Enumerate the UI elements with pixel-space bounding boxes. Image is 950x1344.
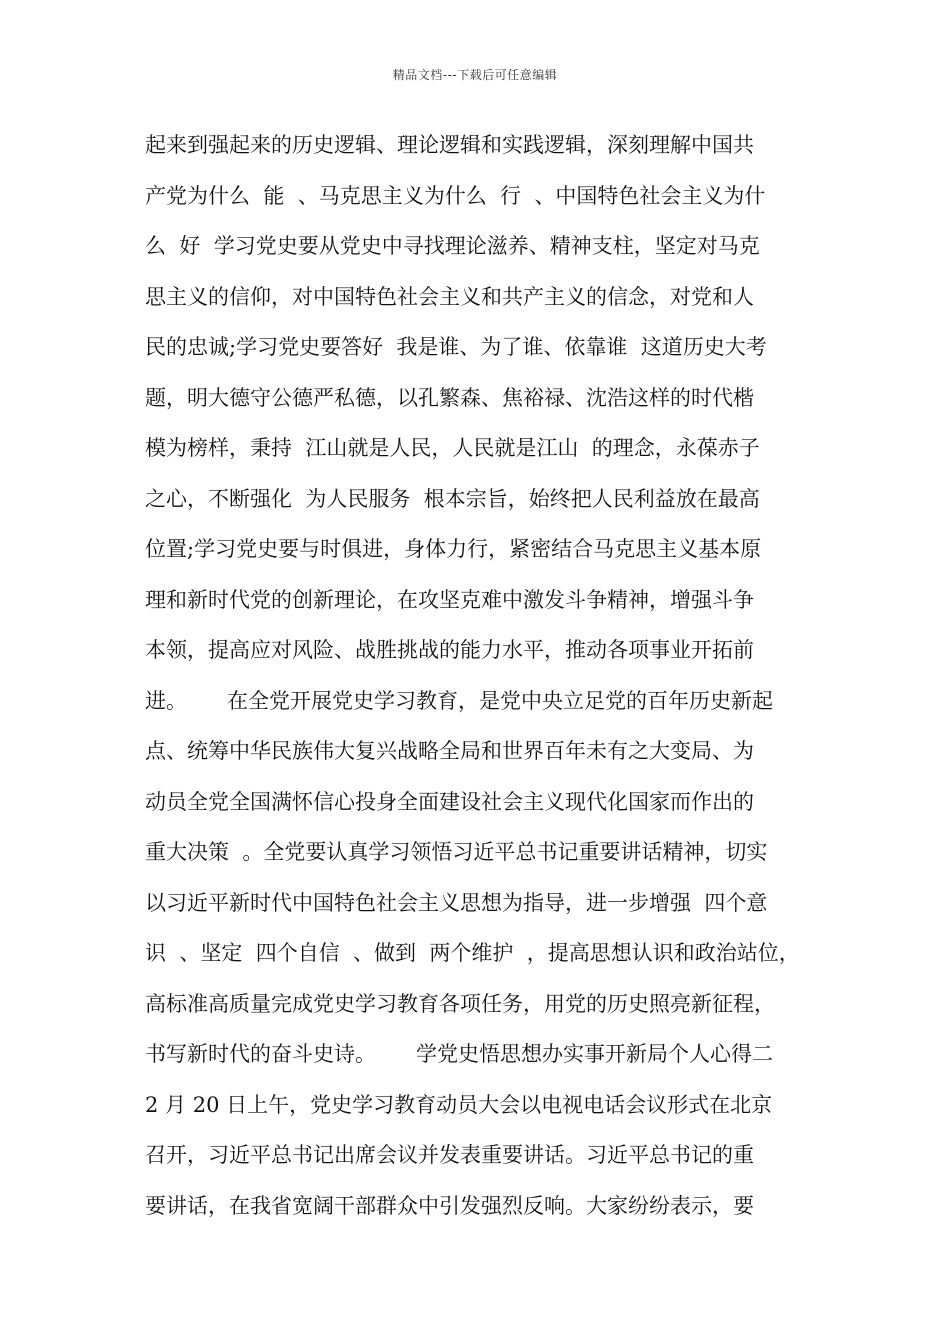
text-line: 么 好 学习党史要从党史中寻找理论滋养、精神支柱，坚定对马克 [145, 234, 760, 258]
text-line: 之心，不断强化 为人民服务 根本宗旨，始终把人民利益放在最高 [145, 486, 760, 511]
text-line: 点、统筹中华民族伟大复兴战略全局和世界百年未有之大变局、为 [145, 739, 754, 763]
page-header: 精品文档---下载后可任意编辑 [392, 68, 558, 82]
text-line: 召开，习近平总书记出席会议并发表重要讲话。习近平总书记的重 [145, 1143, 754, 1167]
text-line: 以习近平新时代中国特色社会主义思想为指导，进一步增强 四个意 [145, 890, 768, 915]
text-line: 要讲话，在我省宽阔干部群众中引发强烈反响。大家纷纷表示，要 [145, 1193, 754, 1218]
text-line: 本领，提高应对风险、战胜挑战的能力水平，推动各项事业开拓前 [145, 638, 754, 662]
text-line: 理和新时代党的创新理论，在攻坚克难中激发斗争精神，增强斗争 [145, 587, 754, 612]
text-line: 高标准高质量完成党史学习教育各项任务，用党的历史照亮新征程， [145, 991, 775, 1016]
text-line: 起来到强起来的历史逻辑、理论逻辑和实践逻辑，深刻理解中国共 [145, 133, 754, 157]
text-line: 进。 在全党开展党史学习教育，是党中央立足党的百年历史新起 [145, 688, 774, 713]
text-line: 书写新时代的奋斗史诗。 学党史悟思想办实事开新局个人心得二 [145, 1042, 774, 1066]
text-line: 2 月 20 日上午，党史学习教育动员大会以电视电话会议形式在北京 [145, 1092, 773, 1117]
text-line: 位置;学习党史要与时俱进，身体力行，紧密结合马克思主义基本原 [145, 537, 762, 561]
text-line: 识 、坚定 四个自信 、做到 两个维护 ，提高思想认识和政治站位， [145, 941, 800, 965]
text-line: 模为榜样，秉持 江山就是人民，人民就是江山 的理念，永葆赤子 [145, 436, 760, 460]
text-line: 重大决策 。全党要认真学习领悟习近平总书记重要讲话精神，切实 [145, 840, 768, 864]
text-line: 题，明大德守公德严私德，以孔繁森、焦裕禄、沈浩这样的时代楷 [145, 385, 754, 410]
text-line: 产党为什么 能 、马克思主义为什么 行 、中国特色社会主义为什 [145, 183, 766, 208]
text-line: 民的忠诚;学习党史要答好 我是谁、为了谁、依靠谁 这道历史大考 [145, 335, 767, 359]
body-text [145, 128, 845, 1239]
text-line: 思主义的信仰，对中国特色社会主义和共产主义的信念，对党和人 [145, 284, 754, 309]
text-line: 动员全党全国满怀信心投身全面建设社会主义现代化国家而作出的 [145, 789, 754, 814]
